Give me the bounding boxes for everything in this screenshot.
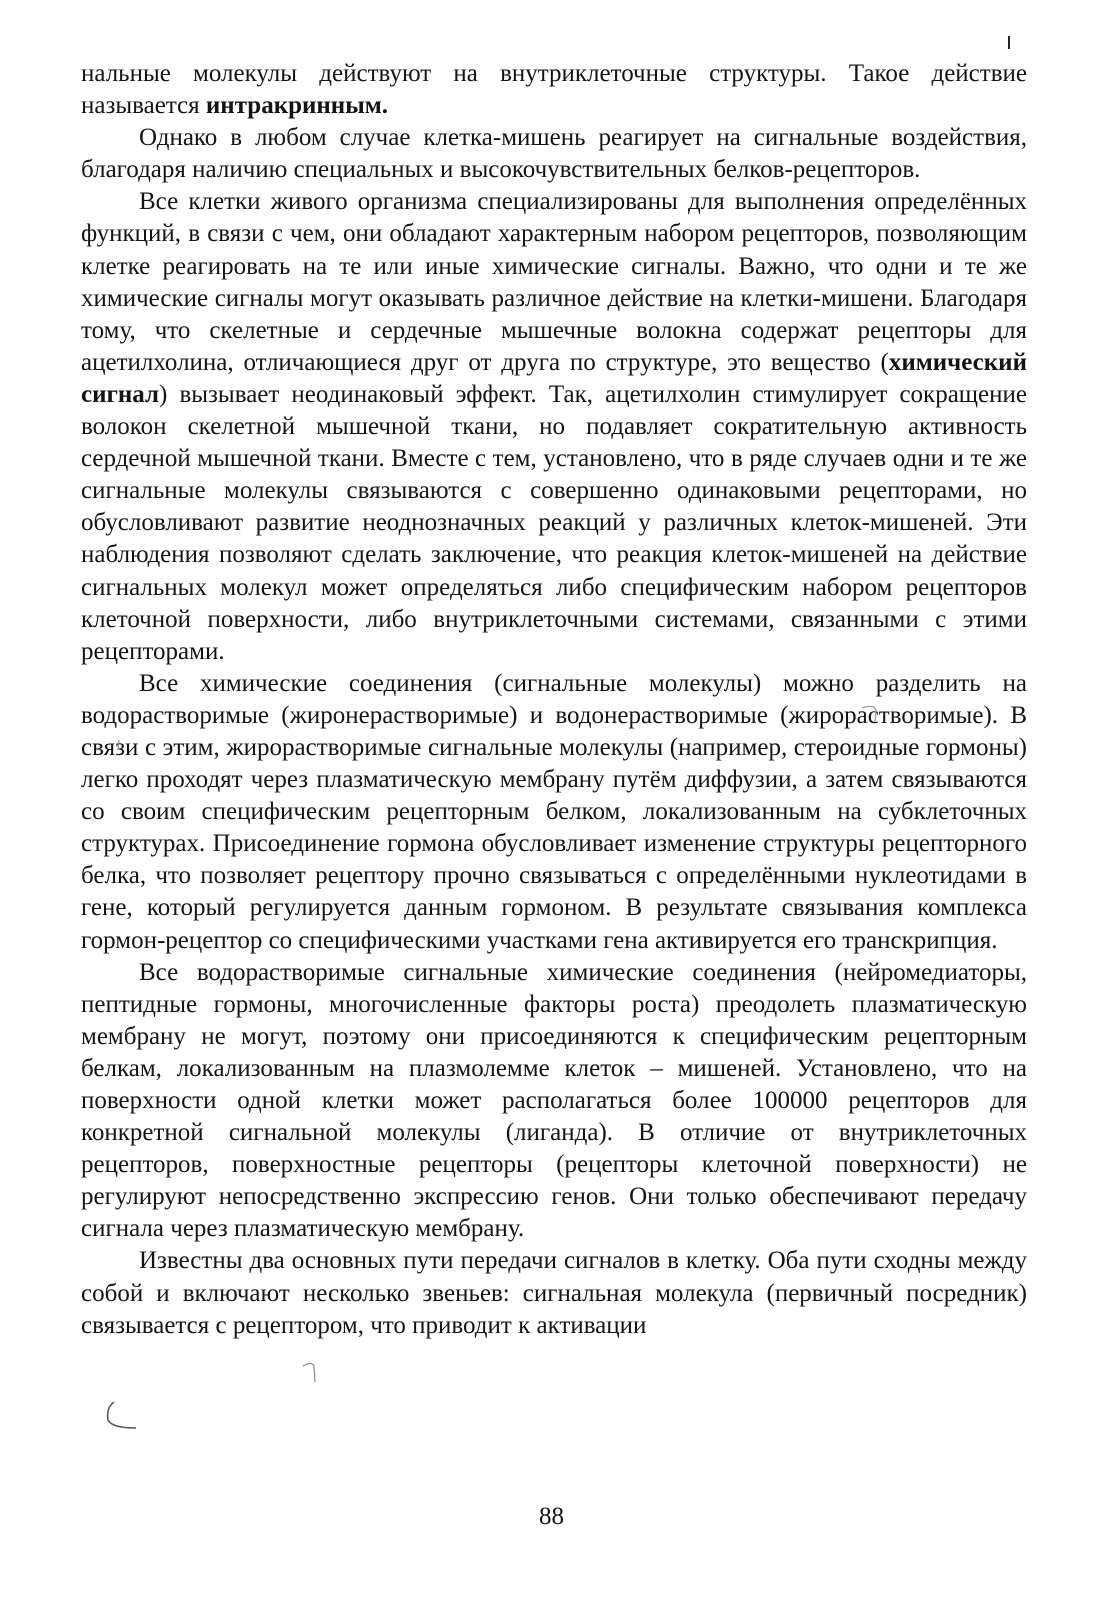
paragraph-6 [81,1245,1027,1341]
margin-tick-mark [1008,36,1010,49]
paragraph-3 [81,186,1027,667]
bold-term-intracrine: интракринным. [205,92,389,120]
text-segment: Известны два основных пути передачи сигналов в клетку. Оба пути сходны между собой и включают несколько звеньев: сигнальная молекула (первичный посредник) связывается с рецептором, что приводит к активации [81,1247,1027,1339]
paragraph-2 [81,122,1027,186]
text-segment: Все клетки живого организма специализированы для выполнения определённых функций, в связи с чем, они обладают характерным набором рецепторов, позволяющим клетке реагировать на те или иные химические сигналы. Важно, что одни и те же химические сигналы могут оказывать различное действие на клетки-мишени. Благодаря тому, что скелетные и сердечные мышечные волокна содержат рецепторы для ацетилхолина, отличающиеся друг от друга по структуре, это вещество ( [81,188,1027,376]
pencil-open-bracket-mark [102,1398,142,1434]
text-segment: Все водорастворимые сигнальные химические соединения (нейромедиаторы, пептидные гормоны, многочисленные факторы роста) преодолеть плазматическую мембрану не могут, поэтому они присоединяются к специфическим рецепторным белкам, локализованным на плазмолемме клеток – мишеней. Установлено, что на поверхности одной клетки может располагаться более 100000 рецепторов для конкретной сигнальной молекулы (лиганда). В отличие от внутриклеточных рецепторов, поверхностные рецепторы (рецепторы клеточной поверхности) не регулируют непосредственно экспрессию генов. Они только обеспечивают передачу сигнала через плазматическую мембрану. [81,958,1027,1243]
paragraph-5 [81,957,1027,1246]
paragraph-1 [81,58,1027,122]
paragraph-4 [81,668,1027,957]
bold-term-chemical-signal: химический сигнал [81,348,1027,408]
pencil-bracket-mark [300,1360,320,1386]
page-number: 88 [539,1503,564,1530]
text-segment: ) вызывает неодинаковый эффект. Так, ацетилхолин стимулирует сокращение волокон скелетной мышечной ткани, но подавляет сократительную активность сердечной мышечной ткани. Вместе с тем, установлено, что в ряде случаев одни и те же сигнальные молекулы связываются с совершенно одинаковыми рецепторами, но обусловливают развитие неоднозначных реакций у различных клеток-мишеней. Эти наблюдения позволяют сделать заключение, что реакция клеток-мишеней на действие сигнальных молекул может определяться либо специфическим набором рецепторов клеточной поверхности, либо внутриклеточными системами, связанными с этими рецепторами. [81,380,1027,665]
body-text [81,58,1027,1342]
text-segment: Однако в любом случае клетка-мишень реагирует на сигнальные воздействия, благодаря наличию специальных и высокочувствительных белков-рецепторов. [81,124,1027,184]
text-segment: нальные молекулы действуют на внутриклеточные структуры. Такое действие называется [81,60,1027,120]
text-segment: Все химические соединения (сигнальные молекулы) можно разделить на водорастворимые (жиронерастворимые) и водонерастворимые (жирорастворимые). В связи с этим, жирорастворимые сигнальные молекулы (например, стероидные гормоны) легко проходят через плазматическую мембрану путём диффузии, а затем связываются со своим специфическим рецепторным белком, локализованным на субклеточных структурах. Присоединение гормона обусловливает изменение структуры рецепторного белка, что позволяет рецептору прочно связываться с определёнными нуклеотидами в гене, который регулируется данным гормоном. В результате связывания комплекса гормон-рецептор со специфическими участками гена активируется его транскрипция. [81,669,1027,954]
